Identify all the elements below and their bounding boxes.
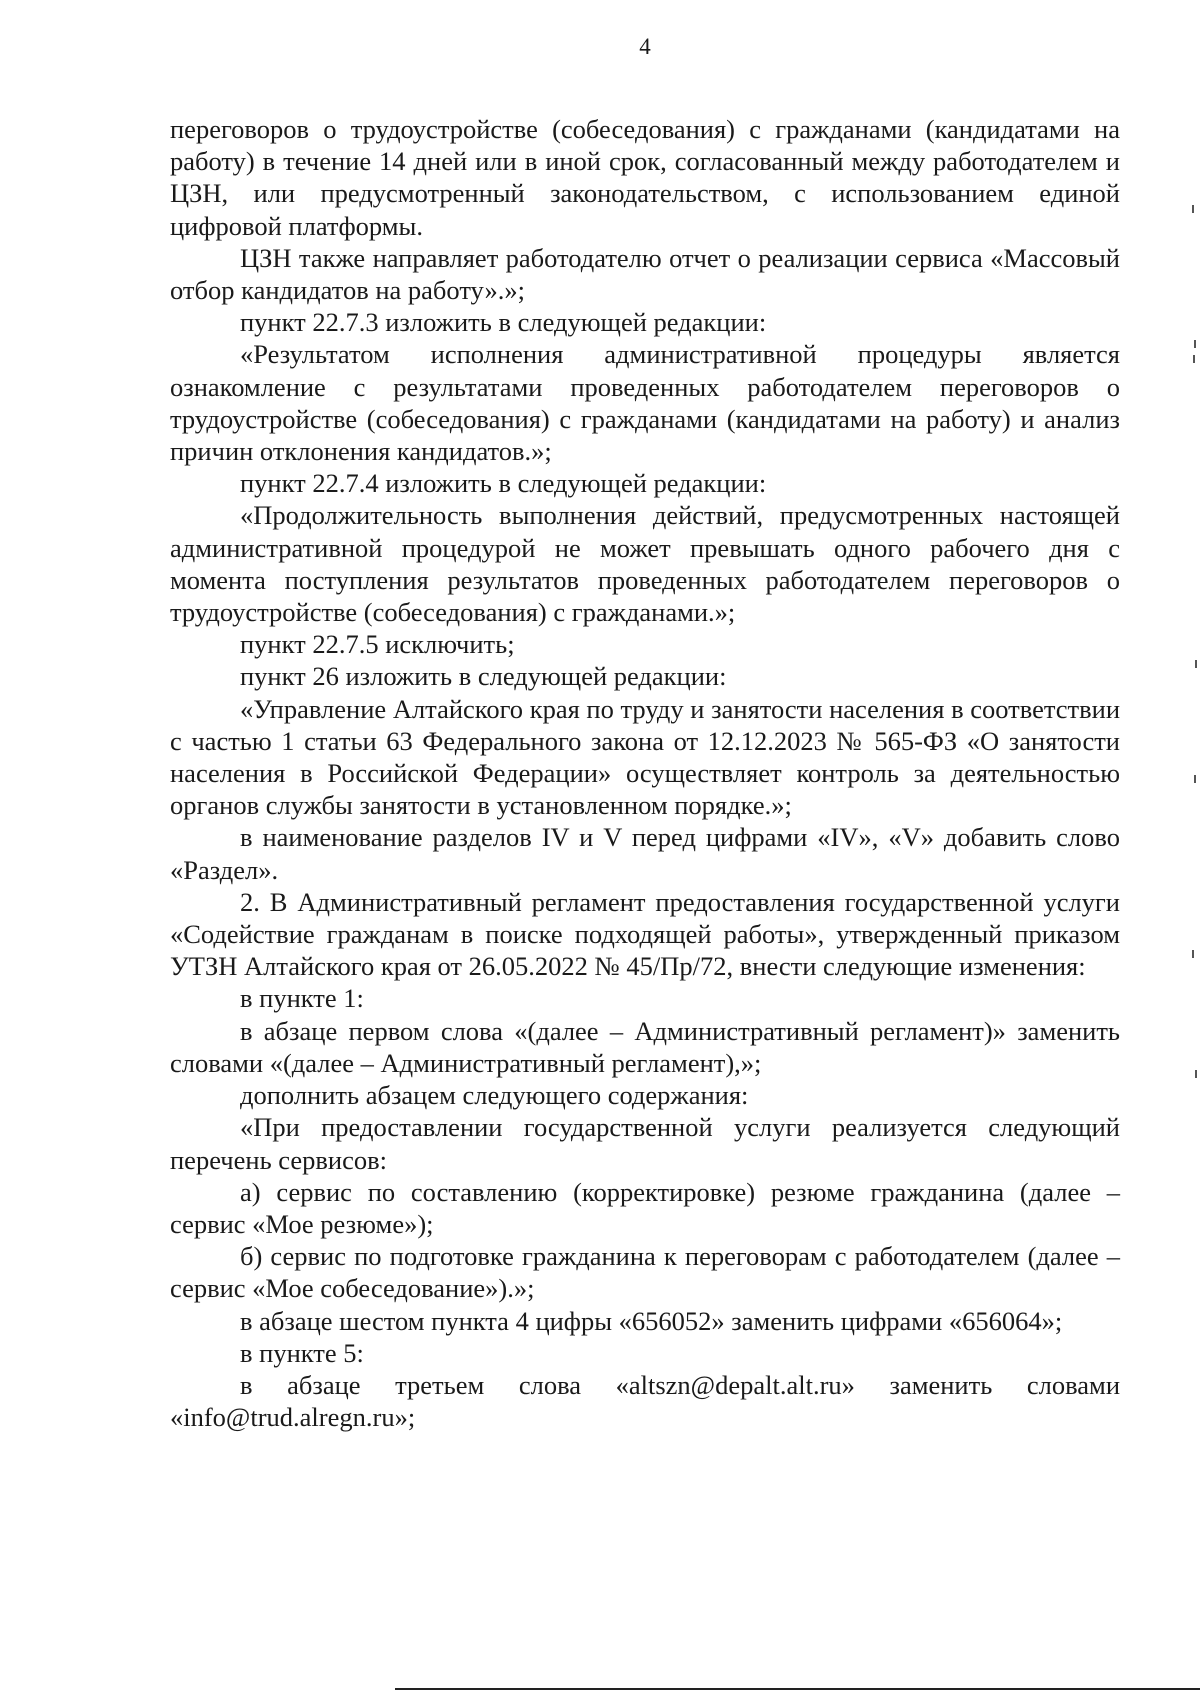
paragraph: пункт 26 изложить в следующей редакции: xyxy=(240,661,727,692)
paragraph: ЦЗН также направляет работодателю отчет о реализации сервиса «Массовый отбор кандидатов на работу».»; xyxy=(170,242,1120,306)
paragraph: в пункте 1: xyxy=(240,983,364,1014)
paragraph: в абзаце третьем слова «altszn@depalt.alt.ru» заменить словами «info@trud.alregn.ru»; xyxy=(170,1369,1120,1433)
paragraph: в абзаце первом слова «(далее – Административный регламент)» заменить словами «(далее – Административный регламент),»; xyxy=(170,1015,1120,1078)
paragraph: «Результатом исполнения административной процедуры является ознакомление с результатами проведенных работодателем переговоров о трудоустройстве (собеседования) с гражданами (кандидатами на работу) и анализ причин отклонения кандидатов.»; xyxy=(170,339,1120,467)
scan-mark xyxy=(1195,660,1197,668)
paragraph: пункт 22.7.4 изложить в следующей редакции: xyxy=(240,468,767,499)
scan-mark xyxy=(1194,340,1196,348)
scan-mark xyxy=(1193,355,1195,363)
paragraph: в абзаце шестом пункта 4 цифры «656052» заменить цифрами «656064»; xyxy=(240,1305,1063,1336)
paragraph: «Управление Алтайского края по труду и занятости населения в соответствии с частью 1 статьи 63 Федерального закона от 12.12.2023 № 565-ФЗ «О занятости населения в Российской Федерации» осуществляет контроль за деятельностью органов службы занятости в установленном порядке.»; xyxy=(170,693,1120,821)
paragraph: пункт 22.7.5 исключить; xyxy=(240,629,515,660)
scan-mark xyxy=(1192,205,1194,213)
paragraph: «При предоставлении государственной услуги реализуется следующий перечень сервисов: xyxy=(170,1112,1120,1175)
paragraph: б) сервис по подготовке гражданина к переговорам с работодателем (далее – сервис «Мое собеседование»).»; xyxy=(170,1241,1120,1304)
paragraph: дополнить абзацем следующего содержания: xyxy=(240,1080,749,1111)
paragraph: а) сервис по составлению (корректировке) резюме гражданина (далее – сервис «Мое резюме»); xyxy=(170,1176,1120,1239)
paragraph: «Продолжительность выполнения действий, предусмотренных настоящей административной процедурой не может превышать одного рабочего дня с момента поступления результатов проведенных работодателем переговоров о трудоустройстве (собеседования) с гражданами.»; xyxy=(170,500,1120,628)
paragraph: в пункте 5: xyxy=(240,1337,364,1368)
page-number: 4 xyxy=(639,34,651,59)
scan-mark xyxy=(1194,775,1196,783)
paragraph: 2. В Административный регламент предоставления государственной услуги «Содействие гражданам в поиске подходящей работы», утвержденный приказом УТЗН Алтайского края от 26.05.2022 № 45/Пр/72, внести следующие изменения: xyxy=(170,886,1120,982)
paragraph: переговоров о трудоустройстве (собеседования) с гражданами (кандидатами на работу) в течение 14 дней или в иной срок, согласованный между работодателем и ЦЗН, или предусмотренный законодательством, с использованием единой цифровой платформы. xyxy=(170,114,1120,241)
scan-mark xyxy=(1195,1070,1197,1078)
paragraph: пункт 22.7.3 изложить в следующей редакции: xyxy=(240,307,767,338)
scan-mark xyxy=(1192,950,1194,958)
document-body xyxy=(170,113,1120,1433)
footer-rule xyxy=(395,1688,1200,1690)
paragraph: в наименование разделов IV и V перед цифрами «IV», «V» добавить слово «Раздел». xyxy=(170,822,1120,885)
